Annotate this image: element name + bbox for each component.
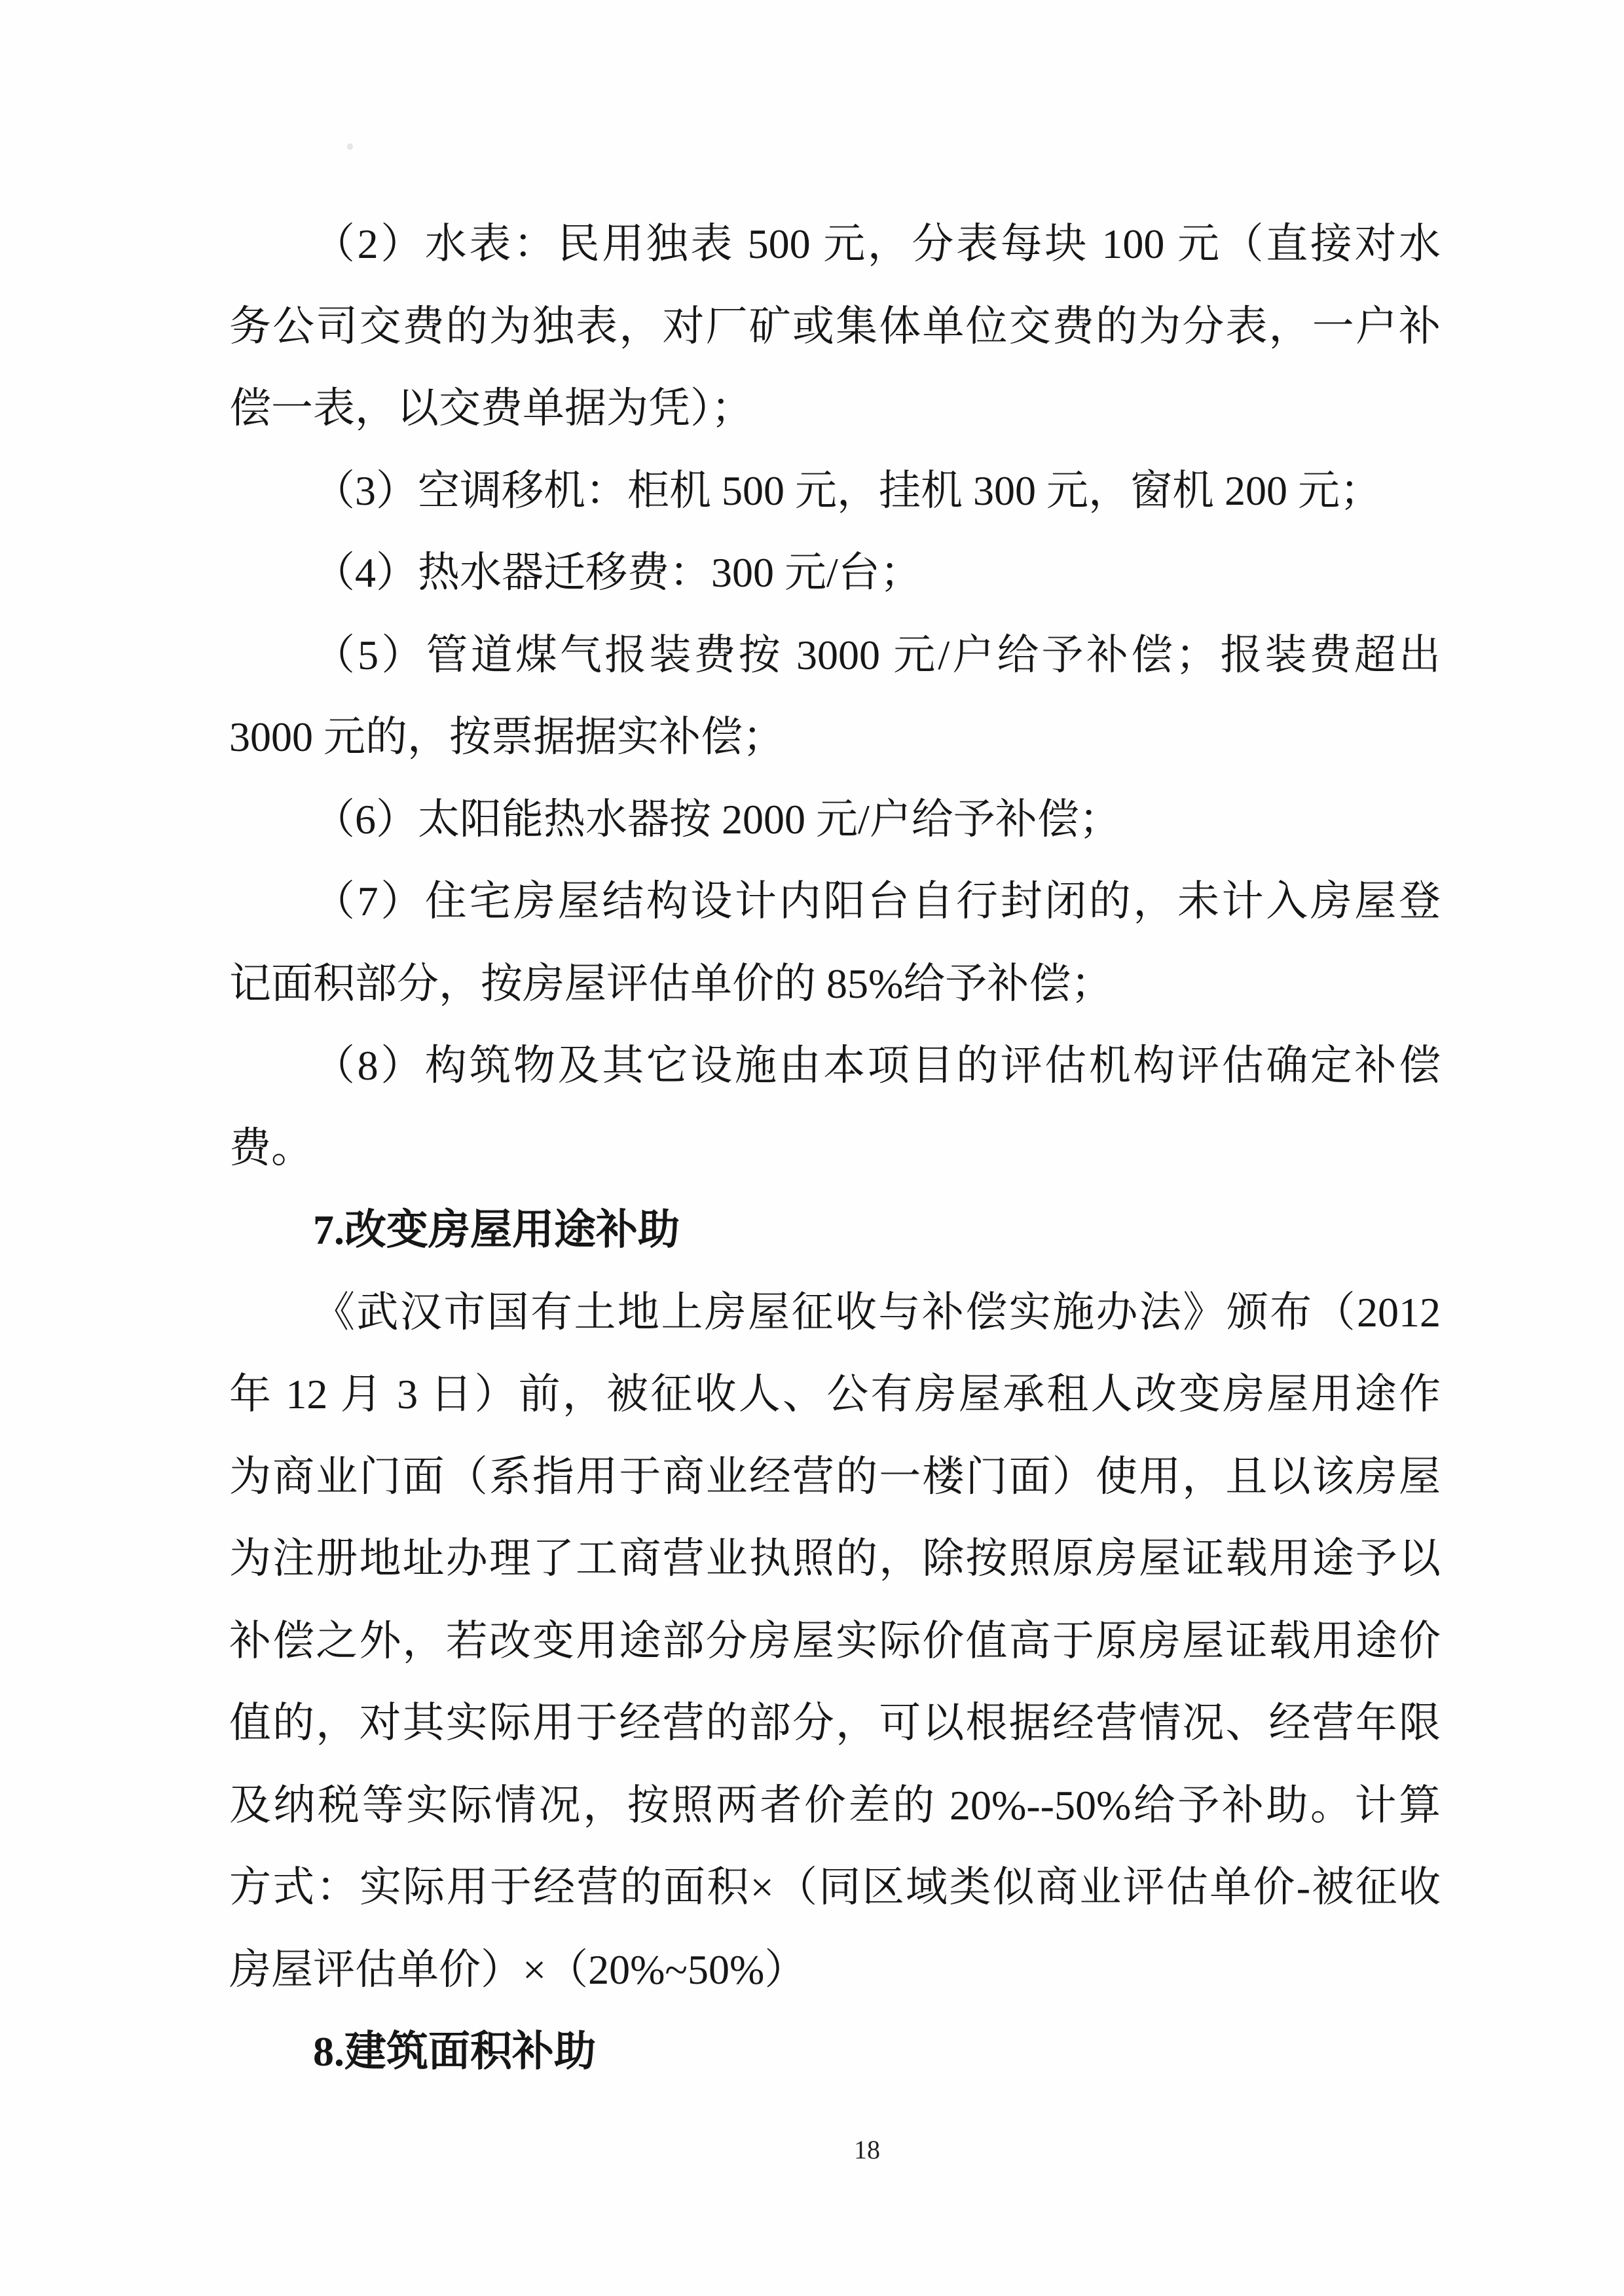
- text-line: （6）太阳能热水器按 2000 元/户给予补偿；: [313, 795, 1121, 843]
- text-line: 3000 元的，按票据据实补偿；: [229, 714, 784, 760]
- text-line: （5）管道煤气报装费按 3000 元/户给予补偿；报装费超出: [313, 631, 1441, 678]
- scan-artifact: [347, 143, 353, 150]
- text-line: 年 12 月 3 日）前，被征收人、公有房屋承租人改变房屋用途作: [229, 1371, 1441, 1417]
- text-line: 记面积部分，按房屋评估单价的 85%给予补偿；: [229, 960, 1113, 1007]
- text-line: 及纳税等实际情况，按照两者价差的 20%--50%给予补助。计算: [229, 1781, 1441, 1829]
- text-line: （3）空调移机：柜机 500 元，挂机 300 元，窗机 200 元；: [313, 467, 1382, 514]
- text-line: 为注册地址办理了工商营业执照的，除按照原房屋证载用途予以: [229, 1535, 1441, 1582]
- text-line: （2）水表：民用独表 500 元，分表每块 100 元（直接对水: [313, 221, 1441, 267]
- text-line: 务公司交费的为独表，对厂矿或集体单位交费的为分表，一户补: [229, 302, 1441, 350]
- document-body: [229, 203, 1441, 2093]
- text-line: （8）构筑物及其它设施由本项目的评估机构评估确定补偿: [313, 1042, 1441, 1089]
- text-line: 《武汉市国有土地上房屋征收与补偿实施办法》颁布（2012: [313, 1288, 1441, 1336]
- text-line: （4）热水器迁移费：300 元/台；: [313, 549, 922, 596]
- text-line: 费。: [229, 1124, 313, 1171]
- text-line: 房屋评估单价）×（20%~50%）: [229, 1946, 807, 1993]
- text-line: （7）住宅房屋结构设计内阳台自行封闭的，未计入房屋登: [313, 878, 1441, 924]
- text-line: 为商业门面（系指用于商业经营的一楼门面）使用，且以该房屋: [229, 1453, 1441, 1500]
- text-line: 补偿之外，若改变用途部分房屋实际价值高于原房屋证载用途价: [229, 1617, 1441, 1664]
- section-heading: 8.建筑面积补助: [313, 2028, 596, 2075]
- page-number: 18: [854, 2135, 880, 2164]
- text-line: 值的，对其实际用于经营的部分，可以根据经营情况、经营年限: [229, 1700, 1441, 1746]
- text-line: 偿一表，以交费单据为凭）；: [229, 385, 753, 431]
- section-heading: 7.改变房屋用途补助: [313, 1207, 680, 1253]
- text-line: 方式：实际用于经营的面积×（同区域类似商业评估单价-被征收: [229, 1864, 1441, 1910]
